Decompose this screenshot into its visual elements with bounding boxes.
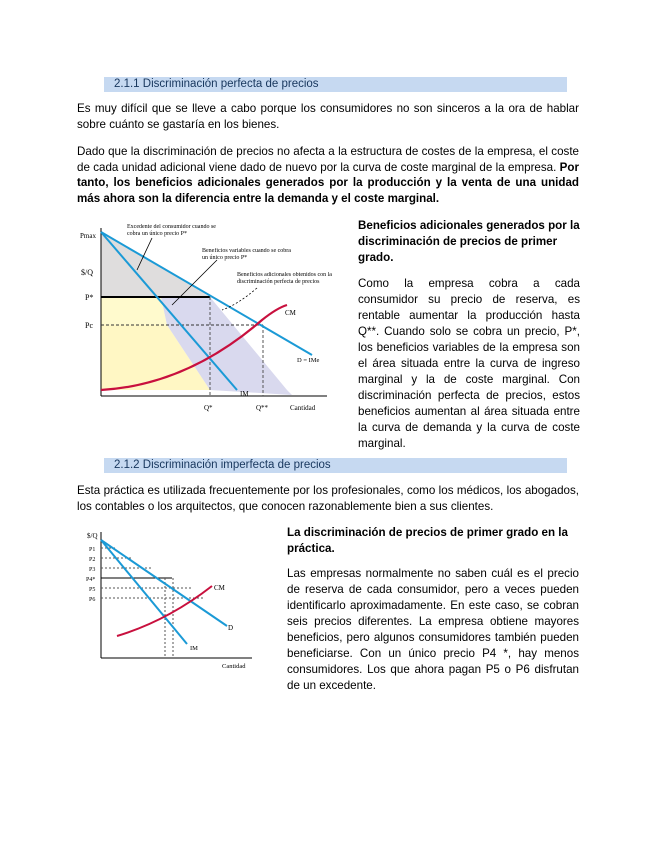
qstarstar-label: Q** [256,404,269,412]
figure-perfect-discrimination [77,220,345,442]
variable-profit-area [101,297,167,325]
p5-label: P5 [89,587,96,593]
im-label: IM [240,390,249,398]
qstar-label: Q* [204,404,213,412]
paragraph-intro-imperfect: Esta práctica es utilizada frecuentemente por los profesionales, como los médicos, los abogados, los contables o los arquitectos, que conocen razonablemente bien a sus clientes. [77,484,579,513]
side-heading-perfect: Beneficios adicionales generados por la discriminación de precios de primer grado. [358,219,580,264]
paragraph-marginal-cost [77,144,579,206]
pc-label: Pc [85,321,93,330]
pmax-label: Pmax [80,232,96,240]
figure-imperfect-discrimination [77,526,257,674]
section-heading-imperfect: 2.1.2 Discriminación imperfecta de precios [104,458,567,473]
section-heading-perfect: 2.1.1 Discriminación perfecta de precios [104,77,567,92]
p2-label: P2 [89,557,96,563]
side-heading-imperfect: La discriminación de precios de primer grado en la práctica. [287,526,568,555]
side-text-perfect: Como la empresa cobra a cada consumidor su precio de reserva, es rentable aumentar la producción hasta Q**. Cuando solo se cobra un precio, P*, los beneficios variables de la empresa son el área situada entre la curva de ingreso marginal y la de coste marginal. Con discriminación perfecta de precios, estos beneficios aumentan al área situada entre la curva de demanda y la curva de coste marginal. [358,277,580,450]
paragraph-bold-text: Por tanto, los beneficios adicionales generados por la producción y la venta de una unidad más ahora son la diferencia entre la demanda y el coste marginal. [77,160,579,205]
im-label: IM [190,645,198,652]
ylabel: $/Q [81,268,93,277]
demand-curve [101,540,227,626]
cm-label: CM [214,584,225,592]
xlabel: Cantidad [290,404,316,412]
pstar-label: P* [85,293,94,302]
p3-label: P3 [89,567,96,573]
demand-label: D = IMe [297,357,320,364]
p4-label: P4* [86,577,96,583]
mr-curve [101,540,187,644]
xlabel: Cantidad [222,663,246,670]
cm-label: CM [285,309,296,317]
annotation-consumer-surplus: Excedente del consumidor cuando se cobra un único precio P* [127,224,216,237]
paragraph-intro-perfect: Es muy difícil que se lleve a cabo porque los consumidores no son sinceros a la ora de hablar sobre cuánto se gastaría en los bienes. [77,102,579,131]
annotation-variable-profit: Beneficios variables cuando se cobra un único precio P* [202,248,291,261]
side-text-imperfect: Las empresas normalmente no saben cuál es el precio de reserva de cada consumidor, pero a veces pueden identificarlo aproximadamente. En este caso, se cobran seis precios diferentes. La empresa obtiene mayores beneficios, pero algunos consumidores también pueden beneficiarse. Con un único precio P4 *, hay menos consumidores. Los que ahora pagan P5 o P6 disfrutan de un excedente. [287,567,579,692]
p6-label: P6 [89,597,96,603]
ylabel: $/Q [87,532,98,540]
annotation-additional-profit: Beneficios adicionales obtenidos con la discriminación perfecta de precios [237,272,332,285]
d-label: D [228,624,234,632]
p1-label: P1 [89,547,96,553]
paragraph-normal-text: Dado que la discriminación de precios no afecta a la estructura de costes de la empresa, el coste de cada unidad adicional viene dado de nuevo por la curva de coste marginal de la empresa. [77,145,579,174]
